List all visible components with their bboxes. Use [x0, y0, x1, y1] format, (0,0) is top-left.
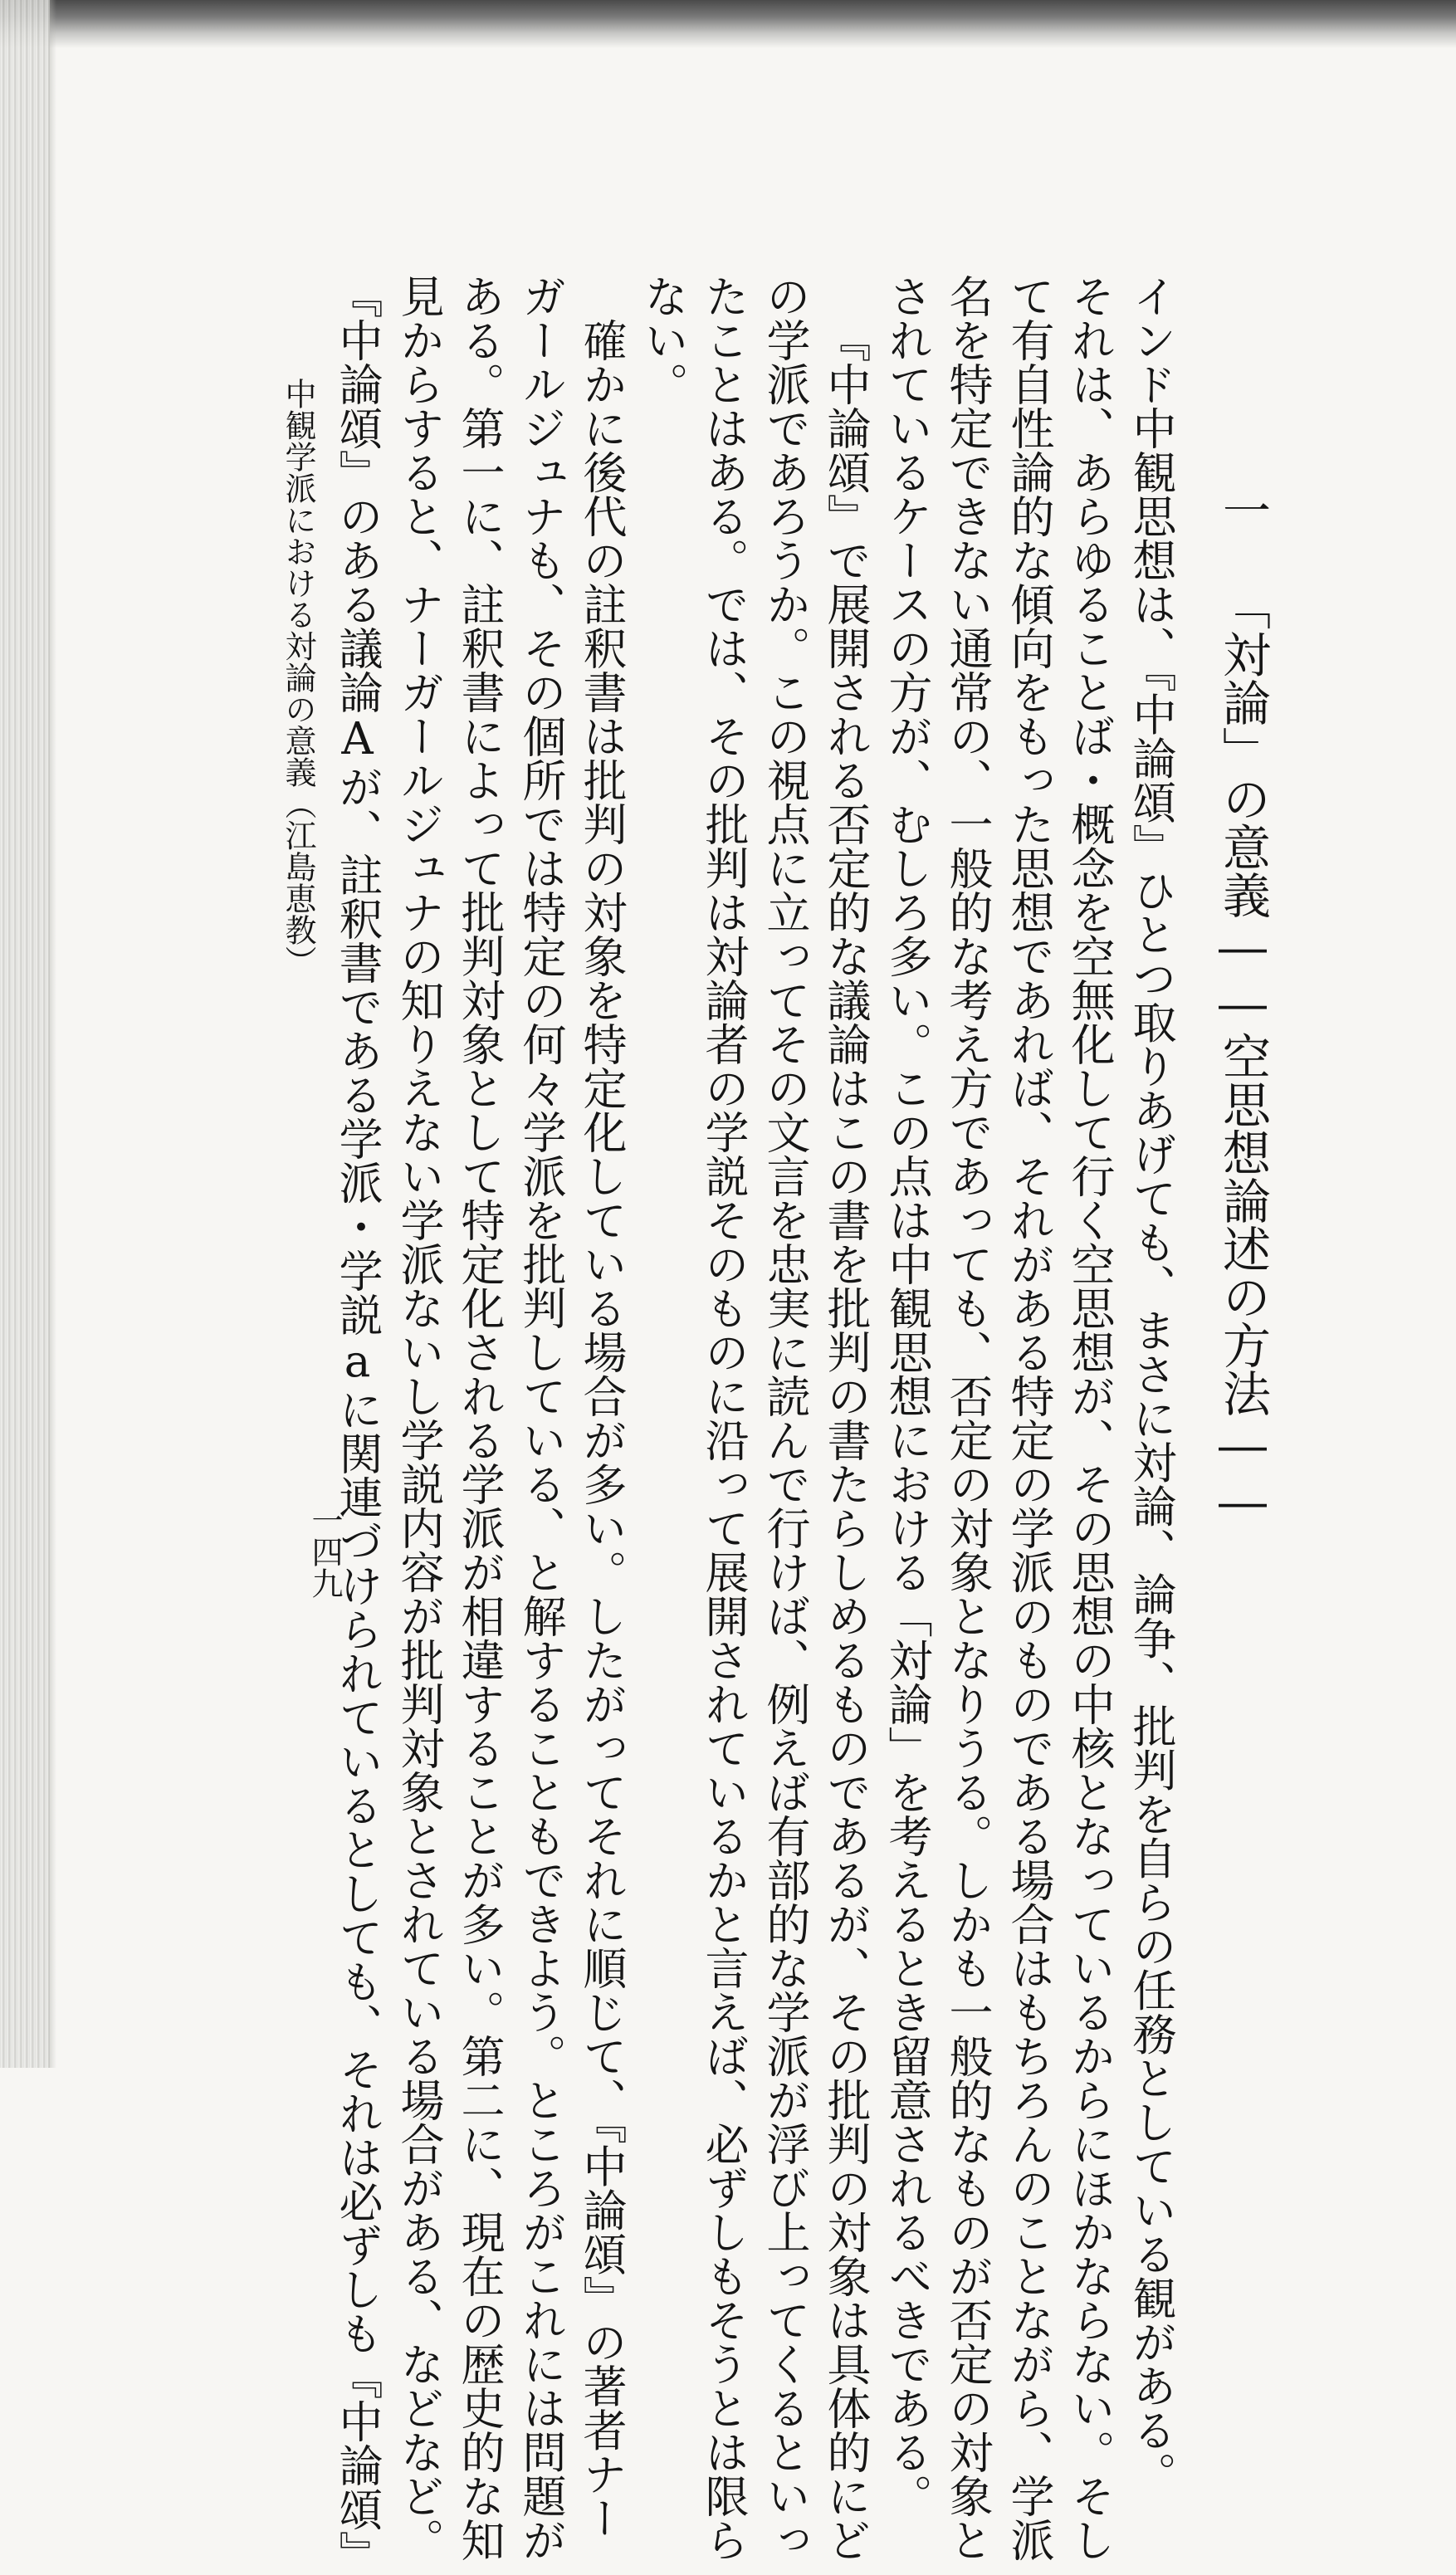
section-title: 「対論」の意義――空思想論述の方法―― [1214, 582, 1271, 1530]
scan-shadow-top [0, 0, 1456, 48]
body-line: 『中論頌』のある議論Aが、註釈書である学派・学説aに関連づけられているとしても、それは必ずしも『中論頌』 [332, 274, 383, 2575]
page-number: 一四九 [306, 1504, 343, 1599]
body-line: されているケースの方が、むしろ多い。この点は中観思想における「対論」を考えるとき留意されるべきである。 [882, 274, 932, 2518]
body-line: ない。 [638, 274, 688, 406]
body-line: ガールジュナも、その個所では特定の何々学派を批判している、と解することもできよう。ところがこれには問題が [515, 274, 566, 2562]
section-heading [1214, 486, 1271, 1530]
body-line: の学派であろうか。この視点に立ってその文言を忠実に読んで行けば、例えば有部的な学派が浮び上ってくるといっ [760, 274, 810, 2562]
body-line: 『中論頌』で展開される否定的な議論はこの書を批判の書たらしめるものであるが、その批判の対象は具体的にど [820, 318, 871, 2562]
body-line: ある。第一に、註釈書によって批判対象として特定化される学派が相違することが多い。第二に、現在の歴史的な知 [454, 274, 505, 2562]
body-line: たことはある。では、その批判は対論者の学説そのものに沿って展開されているかと言えば、必ずしもそうとは限ら [698, 274, 749, 2562]
body-line: 確かに後代の註釈書は批判の対象を特定化している場合が多い。したがってそれに順じて、『中論頌』の著者ナー [576, 318, 627, 2540]
body-line: て有自性論的な傾向をもった思想であれば、それがある特定の学派のものである場合はもちろんのことながら、学派 [1004, 274, 1054, 2562]
body-line: それは、あらゆることば・概念を空無化して行く空思想が、その思想の中核となっているからにほかならない。そし [1064, 274, 1115, 2562]
body-line: 見からすると、ナーガールジュナの知りえない学派ないし学説内容が批判対象とされている場合がある、などなど。 [393, 274, 444, 2562]
body-line: 名を特定できない通常の、一般的な考え方であっても、否定の対象となりうる。しかも一般的なものが否定の対象と [942, 274, 993, 2562]
body-line: インド中観思想は、『中論頌』ひとつ取りあげても、まさに対論、論争、批判を自らの任務としている観がある。 [1126, 274, 1176, 2496]
scan-binding-edge [0, 0, 50, 2068]
section-number: 一 [1214, 486, 1271, 534]
running-title: 中観学派における対論の意義（江島恵教） [280, 378, 316, 977]
